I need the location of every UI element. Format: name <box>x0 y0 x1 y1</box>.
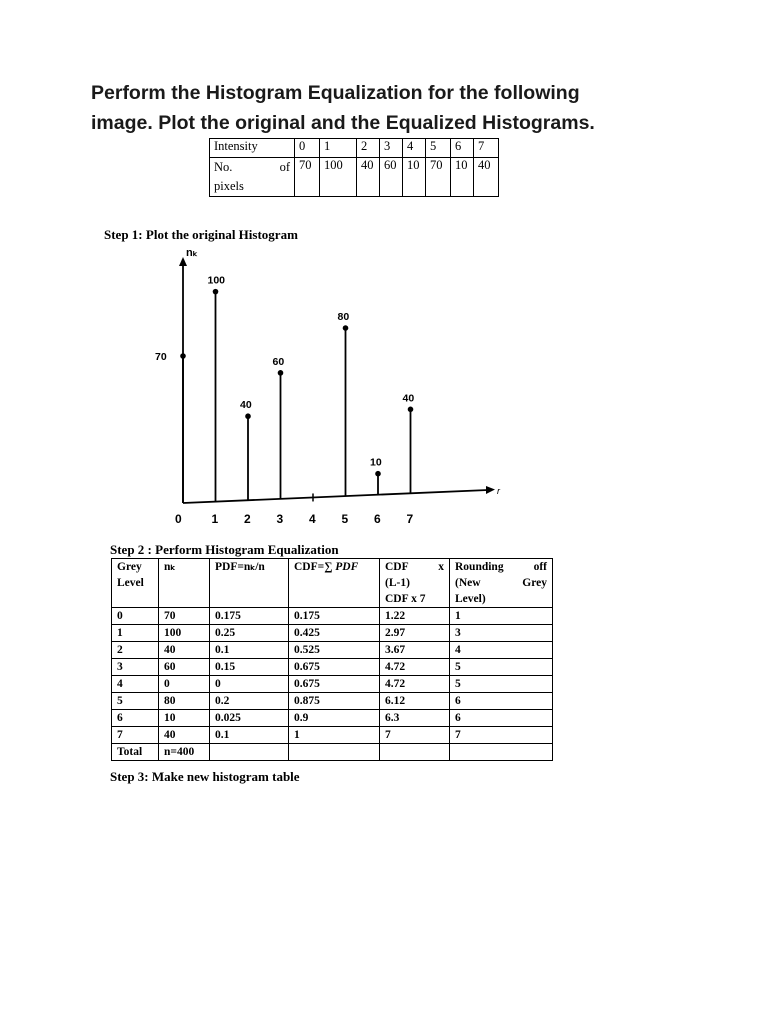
cell-cdf: 0.675 <box>289 676 380 693</box>
cell-cdfx: 2.97 <box>380 625 450 642</box>
cell-round: 5 <box>450 676 553 693</box>
table-cell <box>380 744 450 761</box>
histogram-point <box>213 289 219 295</box>
data-label: 40 <box>402 392 415 405</box>
question-line-2: image. Plot the original and the Equalized Histograms. <box>91 112 595 134</box>
cell-nk: 40 <box>159 727 210 744</box>
pixels-cell: 10 <box>451 158 474 197</box>
header-cdfx-text: CDF <box>385 561 409 573</box>
cell-round: 3 <box>450 625 553 642</box>
cell-grey: 6 <box>112 710 159 727</box>
header-grey2-text: Grey <box>522 577 547 589</box>
header-nk: nₖ <box>159 559 210 608</box>
cell-pdf: 0.025 <box>210 710 289 727</box>
header-rounding <box>450 559 553 608</box>
histogram-point <box>408 407 414 413</box>
total-label: Total <box>112 744 159 761</box>
header-cdfx-x-text: x <box>438 561 444 573</box>
header-grey-level <box>112 559 159 608</box>
table-cell <box>450 744 553 761</box>
data-label: 80 <box>337 311 350 324</box>
x-tick-label: 0 <box>175 512 182 526</box>
cell-cdf: 0.9 <box>289 710 380 727</box>
pixels-cell: 70 <box>426 158 451 197</box>
cell-grey: 2 <box>112 642 159 659</box>
x-tick-label: 5 <box>341 512 349 526</box>
histogram-point <box>278 370 284 376</box>
x-axis-arrow <box>486 486 495 494</box>
histogram-point <box>180 353 186 359</box>
pixels-cell: 10 <box>403 158 426 197</box>
data-label: 70 <box>155 351 167 363</box>
x-tick-label: 4 <box>309 512 316 526</box>
header-level-text: Level <box>117 577 144 589</box>
pixels-cell: 40 <box>357 158 380 197</box>
equalization-row <box>112 710 553 727</box>
header-cdf-pdf-text: PDF <box>335 561 359 573</box>
header-cdf-text: CDF=∑ <box>294 561 336 573</box>
cell-cdfx: 4.72 <box>380 676 450 693</box>
header-cdfx-l1-text: (L-1) <box>385 577 410 589</box>
intensity-cell: 0 <box>295 139 320 158</box>
table-cell <box>210 744 289 761</box>
cell-pdf: 0.1 <box>210 642 289 659</box>
intensity-label: Intensity <box>210 139 295 158</box>
header-off-text: off <box>533 561 547 573</box>
question-line-1: Perform the Histogram Equalization for the following <box>91 82 580 104</box>
cell-round: 5 <box>450 659 553 676</box>
data-label: 100 <box>207 274 226 287</box>
pixels-cell: 100 <box>320 158 357 197</box>
cell-nk: 70 <box>159 608 210 625</box>
intensity-cell: 5 <box>426 139 451 158</box>
cell-cdf: 1 <box>289 727 380 744</box>
cell-cdfx: 4.72 <box>380 659 450 676</box>
cell-grey: 7 <box>112 727 159 744</box>
step-3-heading: Step 3: Make new histogram table <box>110 769 300 784</box>
cell-nk: 80 <box>159 693 210 710</box>
header-rounding-text: Rounding <box>455 561 504 573</box>
pixels-label-no: No. <box>214 160 233 174</box>
cell-grey: 3 <box>112 659 159 676</box>
x-tick-label: 7 <box>406 512 414 526</box>
histogram-point <box>245 413 251 419</box>
header-new-text: (New <box>455 577 481 589</box>
cell-cdfx: 3.67 <box>380 642 450 659</box>
equalization-row <box>112 608 553 625</box>
intensity-cell: 6 <box>451 139 474 158</box>
pixels-label-pixels: pixels <box>214 179 244 193</box>
intensity-cell: 4 <box>403 139 426 158</box>
cell-round: 4 <box>450 642 553 659</box>
cell-round: 7 <box>450 727 553 744</box>
x-tick-label: 1 <box>211 512 219 526</box>
equalization-row <box>112 642 553 659</box>
histogram-point <box>343 325 349 331</box>
header-level2-text: Level) <box>455 593 486 605</box>
cell-nk: 60 <box>159 659 210 676</box>
intensity-cell: 3 <box>380 139 403 158</box>
equalization-header-row <box>112 559 553 608</box>
pixels-label-of: of <box>279 160 290 174</box>
equalization-table <box>111 558 553 761</box>
data-label: 40 <box>240 399 252 412</box>
cell-nk: 0 <box>159 676 210 693</box>
cell-grey: 0 <box>112 608 159 625</box>
intensity-cell: 1 <box>320 139 357 158</box>
intensity-cell: 2 <box>357 139 380 158</box>
pixels-cell: 40 <box>474 158 499 197</box>
header-grey-text: Grey <box>117 561 142 573</box>
equalization-row <box>112 625 553 642</box>
cell-grey: 5 <box>112 693 159 710</box>
cell-round: 6 <box>450 693 553 710</box>
equalization-row <box>112 676 553 693</box>
cell-cdfx: 6.3 <box>380 710 450 727</box>
equalization-row <box>112 693 553 710</box>
cell-pdf: 0.2 <box>210 693 289 710</box>
cell-cdf: 0.175 <box>289 608 380 625</box>
cell-cdfx: 6.12 <box>380 693 450 710</box>
header-cdf-x <box>380 559 450 608</box>
header-cdfx-times-text: CDF x 7 <box>385 593 426 605</box>
step-1-heading: Step 1: Plot the original Histogram <box>104 227 298 242</box>
cell-pdf: 0.25 <box>210 625 289 642</box>
x-tick-label: 3 <box>276 512 284 526</box>
data-label: 10 <box>370 456 382 469</box>
cell-cdf: 0.425 <box>289 625 380 642</box>
cell-pdf: 0.15 <box>210 659 289 676</box>
cell-cdf: 0.875 <box>289 693 380 710</box>
cell-round: 6 <box>450 710 553 727</box>
cell-cdfx: 1.22 <box>380 608 450 625</box>
x-tick-label: 2 <box>244 512 251 526</box>
y-axis-label: nₖ <box>186 247 198 259</box>
header-cdf <box>289 559 380 608</box>
cell-pdf: 0.1 <box>210 727 289 744</box>
equalization-row <box>112 659 553 676</box>
equalization-total-row <box>112 744 553 761</box>
cell-cdf: 0.525 <box>289 642 380 659</box>
data-label: 60 <box>272 355 285 368</box>
cell-round: 1 <box>450 608 553 625</box>
cell-nk: 10 <box>159 710 210 727</box>
cell-pdf: 0 <box>210 676 289 693</box>
equalization-row <box>112 727 553 744</box>
x-axis <box>183 490 488 503</box>
cell-cdf: 0.675 <box>289 659 380 676</box>
pixels-cell: 60 <box>380 158 403 197</box>
cell-grey: 1 <box>112 625 159 642</box>
cell-nk: 40 <box>159 642 210 659</box>
x-tick-label: 6 <box>374 512 381 526</box>
cell-pdf: 0.175 <box>210 608 289 625</box>
total-value: n=400 <box>159 744 210 761</box>
pixels-cell: 70 <box>295 158 320 197</box>
x-axis-label: r <box>497 486 500 496</box>
table-cell <box>289 744 380 761</box>
cell-nk: 100 <box>159 625 210 642</box>
cell-cdfx: 7 <box>380 727 450 744</box>
cell-grey: 4 <box>112 676 159 693</box>
header-pdf: PDF=nₖ/n <box>210 559 289 608</box>
intensity-cell: 7 <box>474 139 499 158</box>
histogram-point <box>375 471 381 477</box>
step-2-heading: Step 2 : Perform Histogram Equalization <box>110 542 339 557</box>
